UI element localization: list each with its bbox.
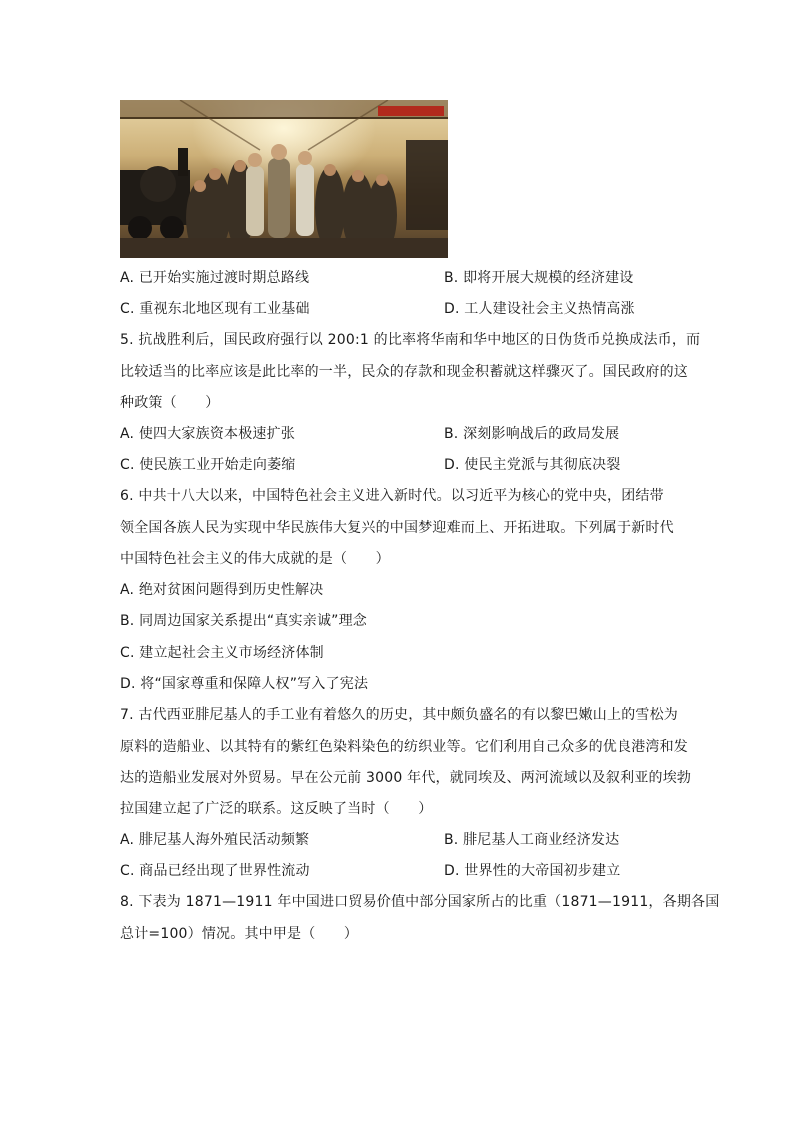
q8-stem-line-2: 总计=100）情况。其中甲是（ ）: [120, 926, 359, 942]
q6-option-d: D. 将“国家尊重和保障人权”写入了宪法: [120, 676, 369, 692]
q6-option-b: B. 同周边国家关系提出“真实亲诚”理念: [120, 613, 368, 629]
q8-stem-line-1: 8. 下表为 1871—1911 年中国进口贸易价值中部分国家所占的比重（1871—1911，各期各国: [120, 894, 720, 910]
q7-stem-line-2: 原料的造船业、以其特有的紫红色染料染色的纺织业等。它们利用自己众多的优良港湾和发: [120, 739, 688, 755]
q7-stem-line-1: 7. 古代西亚腓尼基人的手工业有着悠久的历史，其中颇负盛名的有以黎巴嫩山上的雪松为: [120, 707, 679, 723]
q4-option-d: D. 工人建设社会主义热情高涨: [444, 301, 635, 317]
q4-option-a: A. 已开始实施过渡时期总路线: [120, 270, 310, 286]
q4-option-b: B. 即将开展大规模的经济建设: [444, 270, 634, 286]
q6-stem-line-2: 领全国各族人民为实现中华民族伟大复兴的中国梦迎难而上、开拓进取。下列属于新时代: [120, 520, 674, 536]
q5-option-a: A. 使四大家族资本极速扩张: [120, 426, 296, 442]
historical-painting-image: [120, 100, 448, 258]
q5-stem-line-2: 比较适当的比率应该是此比率的一半，民众的存款和现金积蓄就这样骤灭了。国民政府的这: [120, 364, 688, 380]
q5-stem-line-3: 种政策（ ）: [120, 395, 220, 411]
q6-option-c: C. 建立起社会主义市场经济体制: [120, 645, 324, 661]
q5-stem-line-1: 5. 抗战胜利后，国民政府强行以 200:1 的比率将华南和华中地区的日伪货币兑换成法币，而: [120, 332, 701, 348]
painting-illustration: [120, 100, 448, 258]
q7-stem-line-3: 达的造船业发展对外贸易。早在公元前 3000 年代，就同埃及、两河流域以及叙利亚的埃勃: [120, 770, 692, 786]
q7-option-d: D. 世界性的大帝国初步建立: [444, 863, 621, 879]
q5-option-b: B. 深刻影响战后的政局发展: [444, 426, 620, 442]
q4-option-c: C. 重视东北地区现有工业基础: [120, 301, 310, 317]
q6-stem-line-1: 6. 中共十八大以来，中国特色社会主义进入新时代。以习近平为核心的党中央，团结带: [120, 488, 664, 504]
q5-option-c: C. 使民族工业开始走向萎缩: [120, 457, 296, 473]
q7-option-a: A. 腓尼基人海外殖民活动频繁: [120, 832, 310, 848]
q7-option-c: C. 商品已经出现了世界性流动: [120, 863, 310, 879]
q6-option-a: A. 绝对贫困问题得到历史性解决: [120, 582, 324, 598]
q6-stem-line-3: 中国特色社会主义的伟大成就的是（ ）: [120, 551, 390, 567]
q7-option-b: B. 腓尼基人工商业经济发达: [444, 832, 620, 848]
q7-stem-line-4: 拉国建立起了广泛的联系。这反映了当时（ ）: [120, 801, 433, 817]
q5-option-d: D. 使民主党派与其彻底决裂: [444, 457, 621, 473]
